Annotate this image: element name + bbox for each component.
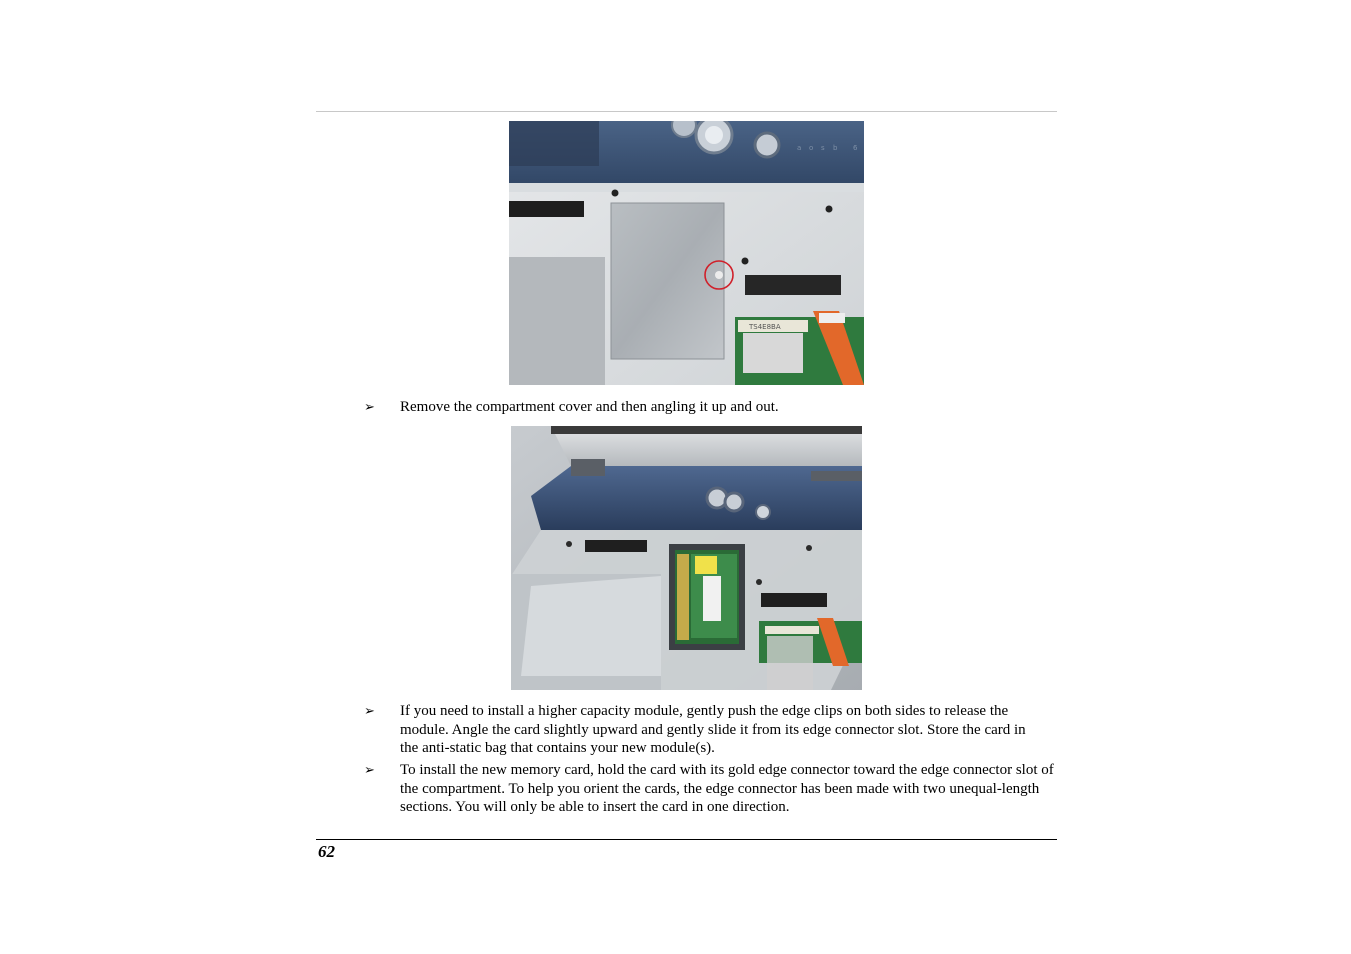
bullet-text: Remove the compartment cover and then angling it up and out. <box>400 399 779 415</box>
svg-text:s: s <box>821 144 825 152</box>
bottom-rule <box>316 839 1057 840</box>
compartment-cover-screw-photo <box>509 121 864 385</box>
laptop-bottom-cover-illustration <box>509 121 864 385</box>
laptop-open-compartment-illustration <box>511 426 862 690</box>
bullet-arrow-icon: ➢ <box>364 399 375 414</box>
memory-compartment-open-photo <box>511 426 862 690</box>
bullet-text: If you need to install a higher capacity module, gently push the edge clips on both sides to release the module. Angle the card slightly upward and gently slide it from its edge connector slot. Store the card in the anti-static bag that contains your new module(s). <box>400 703 1026 756</box>
svg-text:a: a <box>797 144 802 152</box>
bullet-arrow-icon: ➢ <box>364 762 375 777</box>
svg-text:o: o <box>809 144 814 152</box>
svg-text:b: b <box>833 144 838 152</box>
bullet-text: To install the new memory card, hold the card with its gold edge connector toward the edge connector slot of the compartment. To help you orient the cards, the edge connector has been made with two unequal-length sections. You will only be able to insert the card in one direction. <box>400 762 1054 815</box>
svg-text:6: 6 <box>853 144 858 152</box>
connector-label: TS4E8BA <box>749 323 781 331</box>
top-rule <box>316 111 1057 112</box>
bullet-arrow-icon: ➢ <box>364 703 375 718</box>
page-number: 62 <box>318 842 335 861</box>
